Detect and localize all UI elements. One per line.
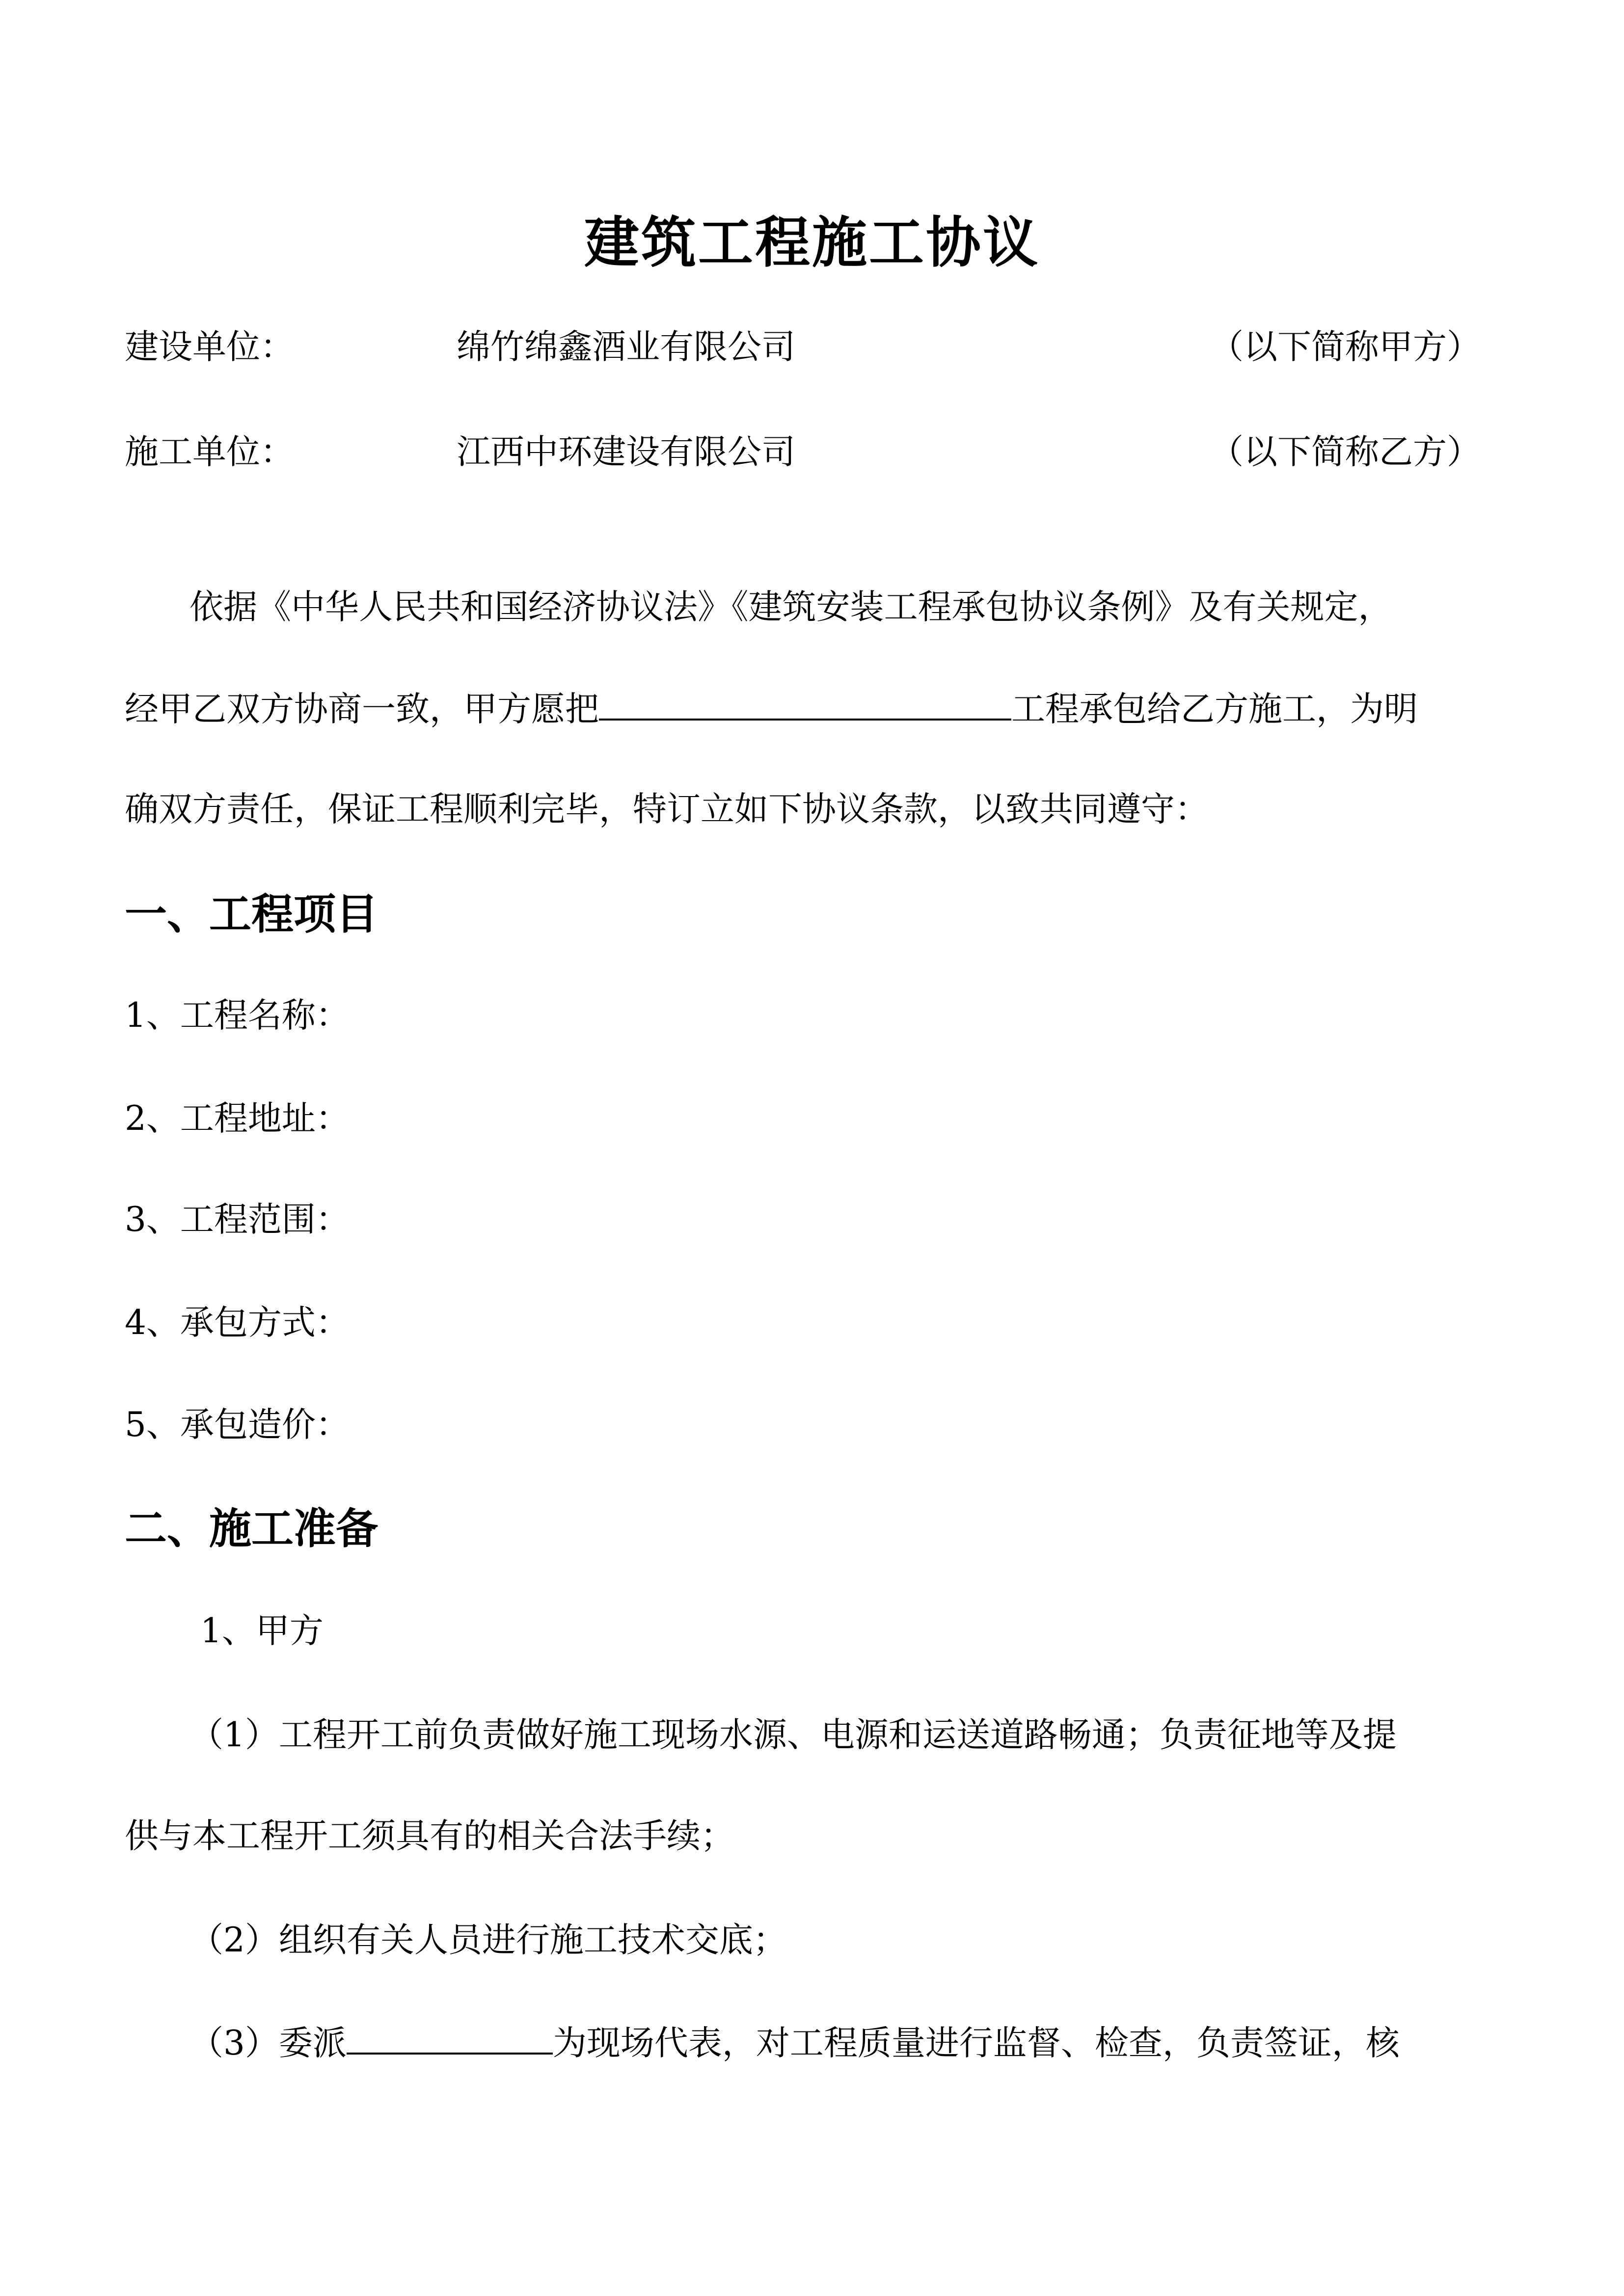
- section-1-heading: 一、工程项目: [125, 889, 378, 939]
- section-1-item: 3、工程范围：: [125, 1200, 350, 1239]
- intro-line-1: 依据《中华人民共和国经济协议法》《建筑安装工程承包协议条例》及有关规定，: [189, 587, 1392, 627]
- section-2-para-1-line-1: （1）工程开工前负责做好施工现场水源、电源和运送道路畅通；负责征地等及提: [189, 1715, 1397, 1755]
- party-label-contractor: 施工单位：: [125, 432, 294, 472]
- party-name-contractor: 江西中环建设有限公司: [457, 432, 795, 472]
- document-title: 建筑工程施工协议: [584, 211, 1040, 275]
- party-alias-contractor: （以下简称乙方）: [1210, 432, 1481, 472]
- section-1-item: 4、承包方式：: [125, 1303, 350, 1342]
- section-1-item: 5、承包造价：: [125, 1405, 350, 1444]
- intro-line-2-before: 经甲乙双方协商一致，甲方愿把: [125, 690, 599, 729]
- party-row-contractor: [125, 430, 1548, 474]
- intro-line-2: [125, 687, 1418, 731]
- party-label-owner: 建设单位：: [125, 327, 294, 367]
- section-1-item: 2、工程地址：: [125, 1099, 350, 1138]
- project-name-blank: [599, 687, 1011, 721]
- section-2-para-3-after: 为现场代表，对工程质量进行监督、检查，负责签证，核: [552, 2024, 1400, 2063]
- section-2-subheading: 1、甲方: [200, 1611, 324, 1651]
- intro-line-3: 确双方责任，保证工程顺利完毕，特订立如下协议条款，以致共同遵守：: [125, 790, 1209, 829]
- party-row-owner: [125, 325, 1548, 369]
- section-1-item: 1、工程名称：: [125, 996, 350, 1035]
- intro-line-2-after: 工程承包给乙方施工，为明: [1011, 690, 1418, 729]
- site-representative-blank: [347, 2021, 553, 2055]
- section-2-para-1-line-2: 供与本工程开工须具有的相关合法手续；: [125, 1816, 734, 1856]
- section-2-heading: 二、施工准备: [125, 1504, 378, 1553]
- section-2-para-2: （2）组织有关人员进行施工技术交底；: [189, 1921, 787, 1960]
- section-2-para-3: [189, 2021, 1400, 2065]
- party-name-owner: 绵竹绵鑫酒业有限公司: [457, 327, 795, 367]
- section-2-para-3-before: （3）委派: [189, 2024, 347, 2063]
- party-alias-owner: （以下简称甲方）: [1210, 327, 1481, 367]
